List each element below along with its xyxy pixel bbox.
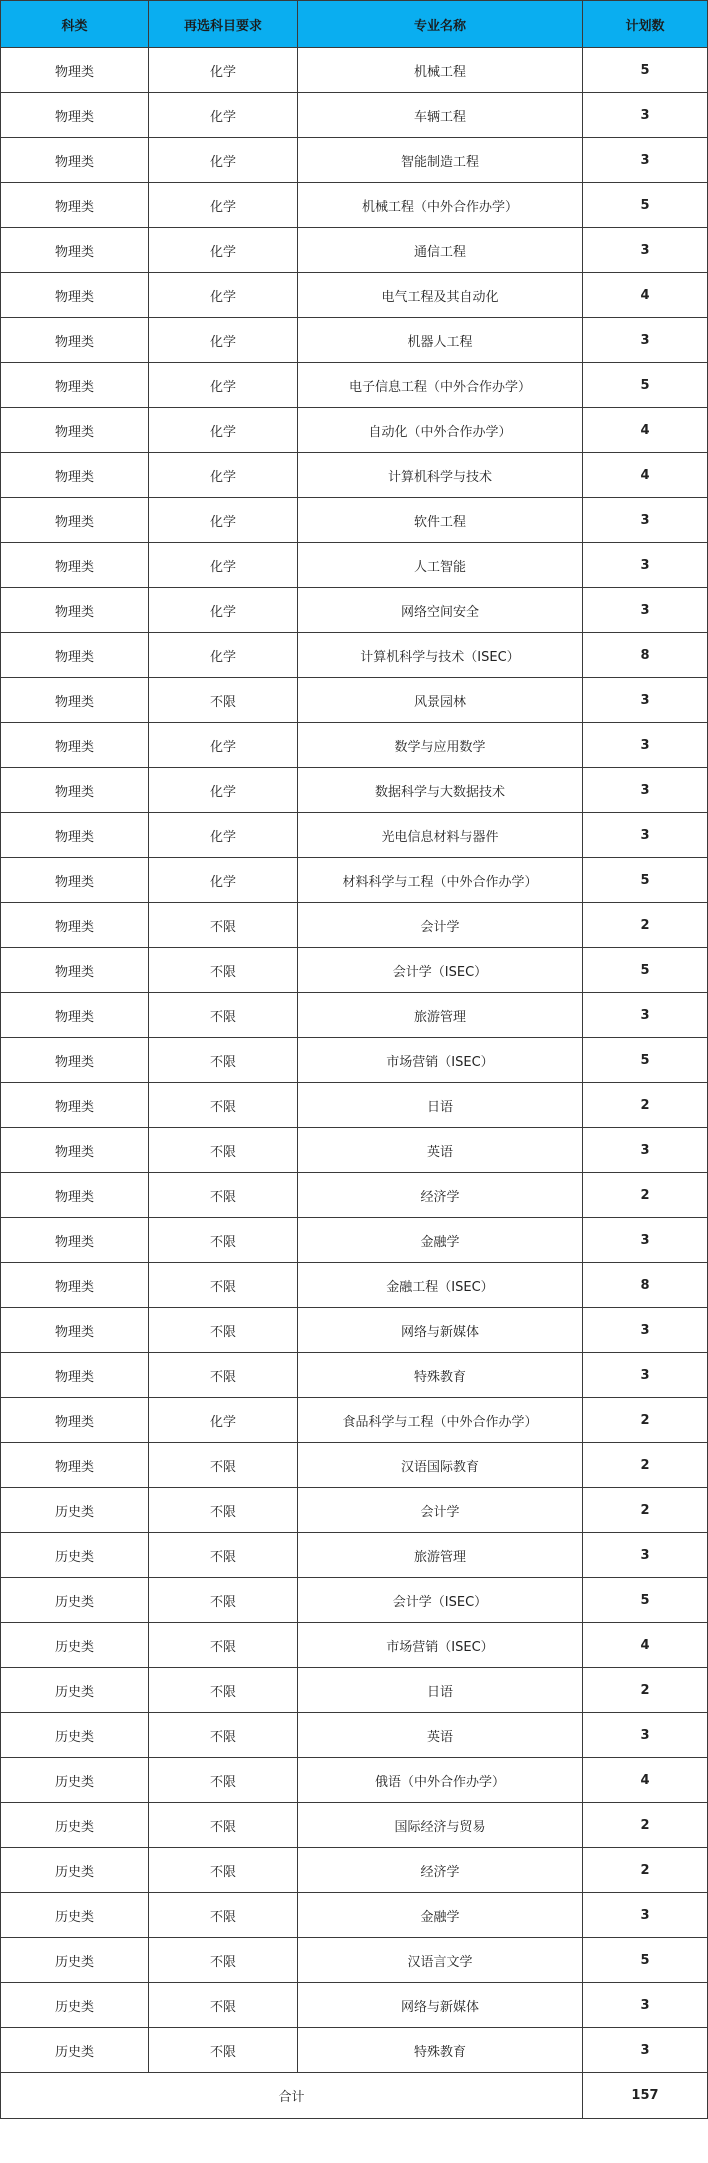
cell-subject-requirement: 不限 (149, 1308, 298, 1353)
cell-category: 物理类 (1, 588, 149, 633)
table-row (1, 1263, 708, 1308)
table-row (1, 1443, 708, 1488)
cell-plan-count: 2 (583, 1848, 708, 1893)
total-value: 157 (583, 2073, 708, 2119)
cell-plan-count: 3 (583, 768, 708, 813)
cell-major-name: 会计学（ISEC） (298, 948, 583, 993)
cell-plan-count: 2 (583, 903, 708, 948)
table-row (1, 498, 708, 543)
cell-category: 物理类 (1, 93, 149, 138)
cell-subject-requirement: 不限 (149, 1128, 298, 1173)
table-row (1, 858, 708, 903)
cell-subject-requirement: 化学 (149, 588, 298, 633)
cell-major-name: 市场营销（ISEC） (298, 1038, 583, 1083)
cell-subject-requirement: 不限 (149, 1083, 298, 1128)
cell-category: 历史类 (1, 1758, 149, 1803)
cell-plan-count: 3 (583, 498, 708, 543)
cell-plan-count: 3 (583, 678, 708, 723)
cell-major-name: 材料科学与工程（中外合作办学） (298, 858, 583, 903)
cell-subject-requirement: 不限 (149, 1038, 298, 1083)
header-category: 科类 (1, 1, 149, 48)
cell-major-name: 电子信息工程（中外合作办学） (298, 363, 583, 408)
cell-category: 物理类 (1, 633, 149, 678)
cell-plan-count: 5 (583, 363, 708, 408)
cell-plan-count: 3 (583, 228, 708, 273)
cell-subject-requirement: 不限 (149, 1263, 298, 1308)
cell-major-name: 数学与应用数学 (298, 723, 583, 768)
table-header (1, 1, 708, 48)
header-subject-requirement: 再选科目要求 (149, 1, 298, 48)
cell-subject-requirement: 化学 (149, 768, 298, 813)
cell-plan-count: 2 (583, 1668, 708, 1713)
cell-subject-requirement: 不限 (149, 1578, 298, 1623)
cell-subject-requirement: 不限 (149, 1533, 298, 1578)
cell-major-name: 机器人工程 (298, 318, 583, 363)
cell-category: 物理类 (1, 723, 149, 768)
cell-category: 历史类 (1, 1488, 149, 1533)
cell-subject-requirement: 化学 (149, 48, 298, 93)
cell-plan-count: 3 (583, 318, 708, 363)
cell-plan-count: 3 (583, 1218, 708, 1263)
cell-category: 物理类 (1, 183, 149, 228)
cell-category: 物理类 (1, 1038, 149, 1083)
cell-major-name: 会计学 (298, 1488, 583, 1533)
cell-major-name: 英语 (298, 1128, 583, 1173)
cell-major-name: 机械工程（中外合作办学） (298, 183, 583, 228)
cell-subject-requirement: 化学 (149, 138, 298, 183)
cell-plan-count: 3 (583, 1533, 708, 1578)
table-row (1, 678, 708, 723)
cell-category: 历史类 (1, 1938, 149, 1983)
cell-plan-count: 5 (583, 48, 708, 93)
cell-plan-count: 5 (583, 948, 708, 993)
cell-category: 物理类 (1, 543, 149, 588)
cell-category: 物理类 (1, 813, 149, 858)
cell-category: 物理类 (1, 1173, 149, 1218)
cell-category: 历史类 (1, 1623, 149, 1668)
cell-major-name: 金融学 (298, 1893, 583, 1938)
cell-major-name: 旅游管理 (298, 1533, 583, 1578)
cell-major-name: 日语 (298, 1668, 583, 1713)
cell-subject-requirement: 不限 (149, 948, 298, 993)
cell-plan-count: 4 (583, 273, 708, 318)
cell-major-name: 网络空间安全 (298, 588, 583, 633)
cell-major-name: 自动化（中外合作办学） (298, 408, 583, 453)
cell-category: 物理类 (1, 768, 149, 813)
table-row (1, 1398, 708, 1443)
table-row (1, 183, 708, 228)
cell-subject-requirement: 化学 (149, 183, 298, 228)
cell-subject-requirement: 不限 (149, 1668, 298, 1713)
cell-plan-count: 8 (583, 633, 708, 678)
cell-major-name: 金融工程（ISEC） (298, 1263, 583, 1308)
table-row (1, 1758, 708, 1803)
table-row (1, 1533, 708, 1578)
cell-major-name: 汉语言文学 (298, 1938, 583, 1983)
cell-plan-count: 2 (583, 1398, 708, 1443)
cell-plan-count: 5 (583, 858, 708, 903)
cell-major-name: 经济学 (298, 1848, 583, 1893)
table-row (1, 2028, 708, 2073)
table-row (1, 1938, 708, 1983)
cell-major-name: 旅游管理 (298, 993, 583, 1038)
table-row (1, 453, 708, 498)
table-row (1, 1488, 708, 1533)
cell-plan-count: 4 (583, 1623, 708, 1668)
cell-category: 历史类 (1, 2028, 149, 2073)
cell-subject-requirement: 不限 (149, 1758, 298, 1803)
cell-category: 物理类 (1, 903, 149, 948)
cell-category: 物理类 (1, 498, 149, 543)
table-row (1, 1218, 708, 1263)
cell-subject-requirement: 不限 (149, 1353, 298, 1398)
table-row (1, 1038, 708, 1083)
cell-plan-count: 3 (583, 543, 708, 588)
cell-category: 物理类 (1, 1443, 149, 1488)
cell-subject-requirement: 化学 (149, 228, 298, 273)
cell-major-name: 俄语（中外合作办学） (298, 1758, 583, 1803)
cell-category: 物理类 (1, 1353, 149, 1398)
cell-category: 物理类 (1, 408, 149, 453)
cell-category: 历史类 (1, 1533, 149, 1578)
cell-major-name: 网络与新媒体 (298, 1308, 583, 1353)
cell-category: 物理类 (1, 1128, 149, 1173)
cell-plan-count: 3 (583, 1128, 708, 1173)
cell-category: 历史类 (1, 1803, 149, 1848)
cell-subject-requirement: 不限 (149, 1623, 298, 1668)
cell-major-name: 车辆工程 (298, 93, 583, 138)
table-row (1, 1713, 708, 1758)
cell-subject-requirement: 化学 (149, 723, 298, 768)
table-row (1, 1083, 708, 1128)
cell-subject-requirement: 化学 (149, 408, 298, 453)
cell-plan-count: 4 (583, 408, 708, 453)
cell-major-name: 国际经济与贸易 (298, 1803, 583, 1848)
table-row (1, 1173, 708, 1218)
table-row (1, 93, 708, 138)
cell-category: 历史类 (1, 1668, 149, 1713)
cell-major-name: 会计学 (298, 903, 583, 948)
table-row (1, 588, 708, 633)
table-row (1, 1803, 708, 1848)
cell-subject-requirement: 不限 (149, 1713, 298, 1758)
cell-subject-requirement: 不限 (149, 1893, 298, 1938)
cell-major-name: 英语 (298, 1713, 583, 1758)
cell-major-name: 经济学 (298, 1173, 583, 1218)
cell-category: 物理类 (1, 318, 149, 363)
cell-plan-count: 3 (583, 2028, 708, 2073)
cell-subject-requirement: 不限 (149, 1443, 298, 1488)
cell-subject-requirement: 不限 (149, 993, 298, 1038)
cell-major-name: 网络与新媒体 (298, 1983, 583, 2028)
table-row (1, 408, 708, 453)
table-row (1, 273, 708, 318)
cell-subject-requirement: 化学 (149, 93, 298, 138)
cell-category: 物理类 (1, 1398, 149, 1443)
cell-plan-count: 5 (583, 1578, 708, 1623)
cell-subject-requirement: 化学 (149, 633, 298, 678)
table-body (1, 48, 708, 2073)
total-label: 合计 (1, 2073, 583, 2119)
cell-major-name: 通信工程 (298, 228, 583, 273)
table-row (1, 1128, 708, 1173)
cell-category: 历史类 (1, 1578, 149, 1623)
cell-major-name: 计算机科学与技术 (298, 453, 583, 498)
table-row (1, 903, 708, 948)
table-row (1, 1578, 708, 1623)
table-row (1, 768, 708, 813)
cell-category: 历史类 (1, 1893, 149, 1938)
cell-plan-count: 5 (583, 183, 708, 228)
cell-major-name: 汉语国际教育 (298, 1443, 583, 1488)
cell-category: 物理类 (1, 1263, 149, 1308)
cell-category: 物理类 (1, 48, 149, 93)
cell-subject-requirement: 不限 (149, 903, 298, 948)
cell-category: 物理类 (1, 1083, 149, 1128)
total-row (1, 2073, 708, 2119)
cell-major-name: 计算机科学与技术（ISEC） (298, 633, 583, 678)
table-row (1, 543, 708, 588)
table-row (1, 1668, 708, 1713)
cell-subject-requirement: 不限 (149, 1983, 298, 2028)
table-row (1, 228, 708, 273)
cell-plan-count: 2 (583, 1488, 708, 1533)
cell-major-name: 市场营销（ISEC） (298, 1623, 583, 1668)
cell-plan-count: 3 (583, 1983, 708, 2028)
cell-category: 历史类 (1, 1713, 149, 1758)
cell-plan-count: 3 (583, 1308, 708, 1353)
cell-category: 物理类 (1, 858, 149, 903)
cell-category: 物理类 (1, 1218, 149, 1263)
cell-major-name: 日语 (298, 1083, 583, 1128)
table-row (1, 1308, 708, 1353)
cell-category: 物理类 (1, 138, 149, 183)
cell-plan-count: 5 (583, 1038, 708, 1083)
cell-subject-requirement: 化学 (149, 363, 298, 408)
cell-plan-count: 2 (583, 1083, 708, 1128)
cell-plan-count: 3 (583, 588, 708, 633)
cell-subject-requirement: 化学 (149, 453, 298, 498)
cell-plan-count: 3 (583, 723, 708, 768)
cell-plan-count: 3 (583, 1893, 708, 1938)
cell-subject-requirement: 化学 (149, 1398, 298, 1443)
cell-major-name: 特殊教育 (298, 1353, 583, 1398)
cell-subject-requirement: 不限 (149, 1848, 298, 1893)
cell-subject-requirement: 化学 (149, 813, 298, 858)
cell-subject-requirement: 不限 (149, 1488, 298, 1533)
cell-plan-count: 3 (583, 138, 708, 183)
cell-category: 历史类 (1, 1983, 149, 2028)
cell-plan-count: 5 (583, 1938, 708, 1983)
cell-major-name: 智能制造工程 (298, 138, 583, 183)
table-row (1, 633, 708, 678)
cell-subject-requirement: 化学 (149, 498, 298, 543)
cell-plan-count: 3 (583, 813, 708, 858)
cell-major-name: 机械工程 (298, 48, 583, 93)
cell-plan-count: 4 (583, 1758, 708, 1803)
table-row (1, 1353, 708, 1398)
cell-plan-count: 8 (583, 1263, 708, 1308)
table-footer (1, 2073, 708, 2119)
table-row (1, 1893, 708, 1938)
cell-major-name: 光电信息材料与器件 (298, 813, 583, 858)
cell-subject-requirement: 化学 (149, 543, 298, 588)
cell-subject-requirement: 化学 (149, 273, 298, 318)
cell-subject-requirement: 化学 (149, 318, 298, 363)
cell-major-name: 人工智能 (298, 543, 583, 588)
cell-category: 物理类 (1, 363, 149, 408)
cell-major-name: 电气工程及其自动化 (298, 273, 583, 318)
table-row (1, 993, 708, 1038)
table-row (1, 813, 708, 858)
cell-subject-requirement: 不限 (149, 1173, 298, 1218)
cell-category: 物理类 (1, 1308, 149, 1353)
cell-major-name: 金融学 (298, 1218, 583, 1263)
cell-plan-count: 3 (583, 93, 708, 138)
cell-plan-count: 3 (583, 993, 708, 1038)
cell-major-name: 特殊教育 (298, 2028, 583, 2073)
cell-major-name: 数据科学与大数据技术 (298, 768, 583, 813)
cell-subject-requirement: 不限 (149, 2028, 298, 2073)
cell-subject-requirement: 不限 (149, 678, 298, 723)
cell-plan-count: 2 (583, 1443, 708, 1488)
cell-major-name: 软件工程 (298, 498, 583, 543)
table-row (1, 48, 708, 93)
header-row (1, 1, 708, 48)
cell-major-name: 食品科学与工程（中外合作办学） (298, 1398, 583, 1443)
cell-plan-count: 2 (583, 1173, 708, 1218)
cell-category: 物理类 (1, 948, 149, 993)
header-major-name: 专业名称 (298, 1, 583, 48)
header-plan-count: 计划数 (583, 1, 708, 48)
cell-category: 历史类 (1, 1848, 149, 1893)
cell-major-name: 会计学（ISEC） (298, 1578, 583, 1623)
table-row (1, 1623, 708, 1668)
cell-category: 物理类 (1, 228, 149, 273)
table-row (1, 318, 708, 363)
table-row (1, 138, 708, 183)
cell-major-name: 风景园林 (298, 678, 583, 723)
table-row (1, 1848, 708, 1893)
cell-plan-count: 4 (583, 453, 708, 498)
cell-subject-requirement: 不限 (149, 1803, 298, 1848)
cell-category: 物理类 (1, 678, 149, 723)
cell-category: 物理类 (1, 273, 149, 318)
cell-category: 物理类 (1, 453, 149, 498)
table-row (1, 1983, 708, 2028)
cell-category: 物理类 (1, 993, 149, 1038)
table-row (1, 948, 708, 993)
cell-subject-requirement: 不限 (149, 1218, 298, 1263)
cell-subject-requirement: 化学 (149, 858, 298, 903)
table-row (1, 723, 708, 768)
table-row (1, 363, 708, 408)
cell-subject-requirement: 不限 (149, 1938, 298, 1983)
cell-plan-count: 3 (583, 1713, 708, 1758)
cell-plan-count: 3 (583, 1353, 708, 1398)
cell-plan-count: 2 (583, 1803, 708, 1848)
